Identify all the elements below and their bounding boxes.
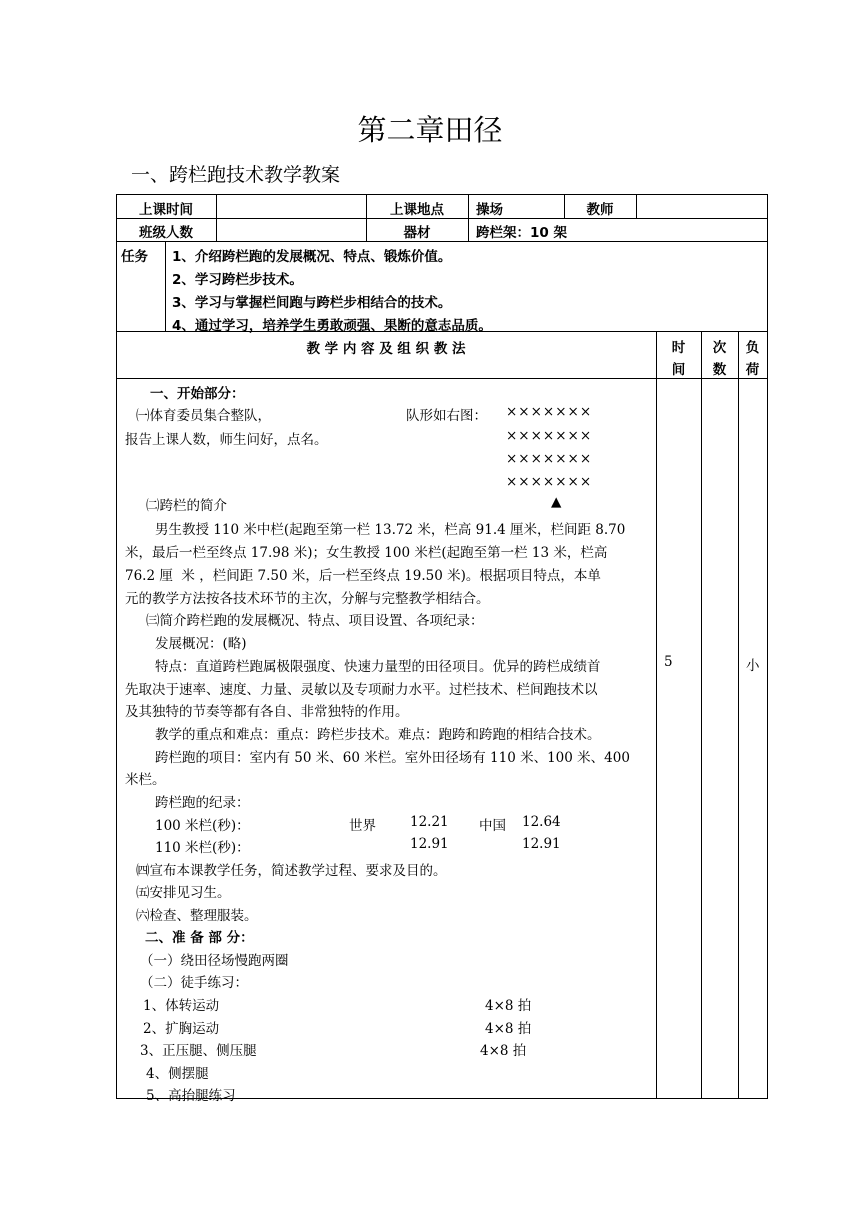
part1-title: 一、开始部分：	[150, 386, 245, 402]
body-line: 元的教学方法按各技术环节的主次，分解与完整教学相结合。	[125, 591, 490, 607]
formation-row: ×××××××	[506, 474, 593, 490]
body-line: 76.2 厘 米 ，栏间距 7.50 米，后一栏至终点 19.50 米)。根据项目特点，本单	[125, 568, 601, 584]
record-china-value: 12.64	[522, 814, 561, 830]
content-column-header: 教 学 内 容 及 组 织 教 法	[306, 341, 466, 357]
body-line: 跨栏跑的纪录：	[155, 795, 250, 811]
exercise-beats: 4×8 拍	[480, 1043, 527, 1059]
body-line: 男生教授 110 米中栏(起跑至第一栏 13.72 米，栏高 91.4 厘米，栏间距 8.70	[155, 522, 626, 538]
body-line: 发展概况：(略)	[155, 636, 247, 652]
china-label: 中国	[479, 818, 506, 834]
time-column-header-2: 间	[671, 362, 686, 378]
chapter-title: 第二章田径	[357, 113, 503, 147]
exercise-item: 1、体转运动	[143, 998, 220, 1014]
count-column-header-2: 数	[712, 362, 727, 378]
formation-row: ×××××××	[506, 451, 593, 467]
formation-label: 队形如右图：	[406, 408, 487, 424]
load-value-cell: 小	[746, 658, 760, 674]
count-column-header-1: 次	[712, 340, 727, 356]
load-column-header-1: 负	[745, 340, 760, 356]
body-line: 特点：直道跨栏跑属极限强度、快速力量型的田径项目。优异的跨栏成绩首	[155, 659, 601, 675]
body-line: 报告上课人数，师生问好，点名。	[125, 432, 328, 448]
tasks-label: 任务	[121, 249, 148, 265]
body-line: 教学的重点和难点：重点：跨栏步技术。难点：跑跨和跨跑的相结合技术。	[155, 727, 601, 743]
section-title: 一、跨栏跑技术教学教案	[131, 164, 341, 186]
equipment-label: 器材	[403, 225, 431, 241]
body-line: ㈥检查、整理服装。	[136, 908, 258, 924]
exercise-beats: 4×8 拍	[485, 1021, 532, 1037]
task-item: 4、通过学习，培养学生勇敢顽强、果断的意志品质。	[172, 318, 492, 334]
teacher-label: 教师	[586, 202, 614, 218]
task-item: 3、学习与掌握栏间跑与跨栏步相结合的技术。	[172, 295, 452, 311]
exercise-item: 2、扩胸运动	[143, 1021, 220, 1037]
body-line: （一）绕田径场慢跑两圈	[140, 953, 289, 969]
body-line: 米栏。	[125, 772, 166, 788]
time-value-cell: 5	[664, 654, 673, 670]
body-line: ㈣宣布本课教学任务，简述教学过程、要求及目的。	[136, 863, 447, 879]
equipment-value: 跨栏架：10 架	[476, 225, 567, 241]
part2-title: 二、准 备 部 分：	[145, 930, 254, 946]
body-line: 先取决于速率、速度、力量、灵敏以及专项耐力水平。过栏技术、栏间跑技术以	[125, 682, 598, 698]
formation-row: ×××××××	[506, 428, 593, 444]
world-label: 世界	[349, 818, 376, 834]
record-label: 100 米栏(秒)：	[155, 818, 250, 834]
formation-row: ×××××××	[506, 404, 593, 420]
record-label: 110 米栏(秒)：	[155, 840, 250, 856]
record-world-value: 12.91	[410, 836, 449, 852]
body-line: ㈠体育委员集合整队，	[136, 408, 271, 424]
record-world-value: 12.21	[410, 814, 449, 830]
body-line: 米，最后一栏至终点 17.98 米)；女生教授 100 米栏(起跑至第一栏 13 米，栏高	[125, 545, 608, 561]
task-item: 1、介绍跨栏跑的发展概况、特点、锻炼价值。	[172, 249, 452, 265]
class-label: 班级人数	[139, 225, 193, 241]
load-column-header-2: 荷	[745, 362, 760, 378]
body-line: （二）徒手练习：	[140, 975, 248, 991]
exercise-item: 3、正压腿、侧压腿	[140, 1043, 257, 1059]
body-line: 及其独特的节奏等都有各自、非常独特的作用。	[125, 704, 409, 720]
exercise-item: 4、侧摆腿	[146, 1066, 209, 1082]
body-line: ㈤安排见习生。	[136, 885, 231, 901]
teacher-position-icon: ▲	[551, 494, 562, 510]
body-line: ㈢简介跨栏跑的发展概况、特点、项目设置、各项纪录：	[146, 613, 484, 629]
task-item: 2、学习跨栏步技术。	[172, 272, 303, 288]
place-label: 上课地点	[390, 202, 444, 218]
exercise-beats: 4×8 拍	[485, 998, 532, 1014]
place-value: 操场	[476, 202, 503, 218]
exercise-item: 5、高抬腿练习	[146, 1088, 236, 1104]
record-china-value: 12.91	[522, 836, 561, 852]
body-line: ㈡跨栏的简介	[146, 498, 227, 514]
time-column-header-1: 时	[671, 340, 686, 356]
time-label: 上课时间	[139, 202, 193, 218]
body-line: 跨栏跑的项目：室内有 50 米、60 米栏。室外田径场有 110 米、100 米、400	[155, 750, 630, 766]
